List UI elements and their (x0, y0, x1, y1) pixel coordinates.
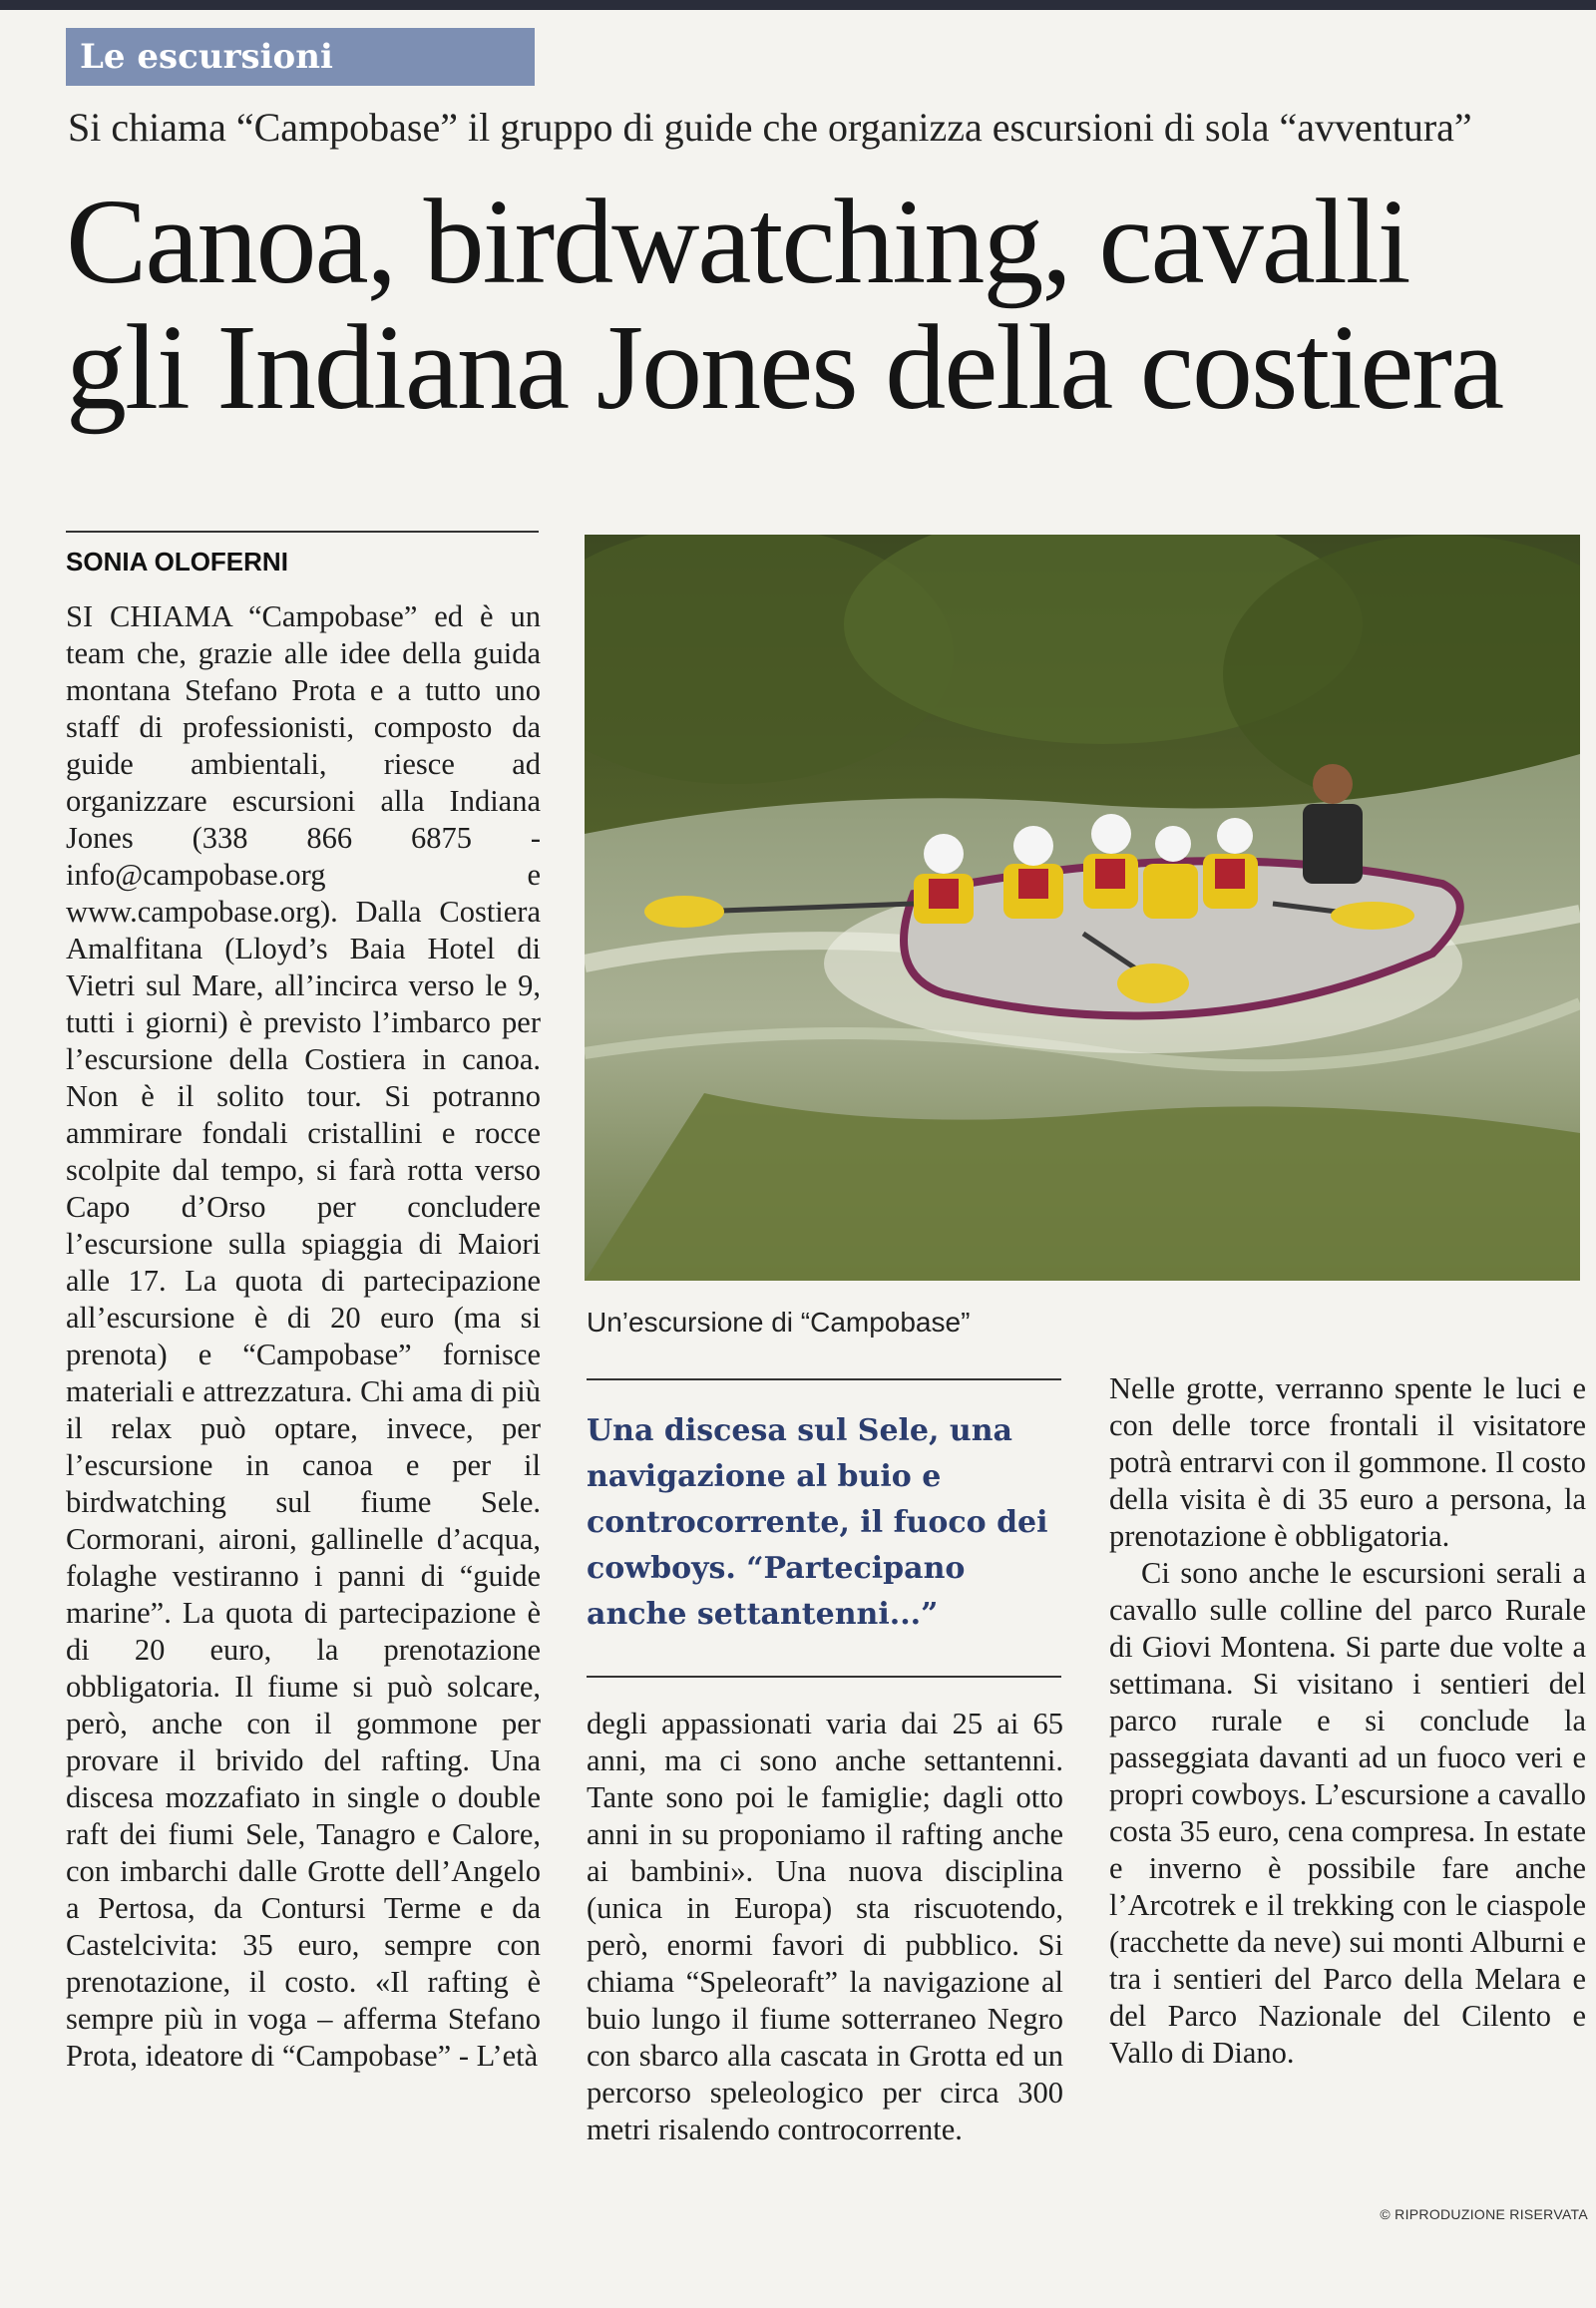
pull-quote: Una discesa sul Sele, una navigazione al buio e controcorrente, il fuoco dei cowboys. “Partecipano anche settantenni...” (587, 1413, 1048, 1632)
headline-line-2: gli Indiana Jones della costiera (66, 300, 1503, 435)
paragraph: SI CHIAMA “Campobase” ed è un team che, grazie alle idee della guida montana Stefano Prota e a tutto uno staff di professionisti, composto da guide ambientali, riesce ad organizzare escursioni alla Indiana Jones (338 866 6875 - info@campobase.org e www.campobase.org). Dalla Costiera Amalfitana (Lloyd’s Baia Hotel di Vietri sul Mare, all’incirca verso le 9, tutti i giorni) è previsto l’imbarco per l’escursione della Costiera in canoa. Non è il solito tour. Si potranno ammirare fondali cristallini e rocce scolpite dal tempo, si farà rotta verso Capo d’Orso per concludere l’escursione sulla spiaggia di Maiori alle 17. La quota di partecipazione all’escursione è di 20 euro (ma si prenota) e “Campobase” fornisce materiali e attrezzatura. Chi ama di più il relax può optare, invece, per l’escursione in canoa e per il birdwatching sul fiume Sele. Cormorani, aironi, gallinelle d’acqua, folaghe vestiranno i panni di “guide marine”. La quota di partecipazione è di 20 euro, la prenotazione obbligatoria. Il fiume si può solcare, però, anche con il gommone per provare il brivido del rafting. Una discesa mozzafiato in single o double raft dei fiumi Sele, Tanagro e Calore, con imbarchi dalle Grotte dell’Angelo a Pertosa, da Contursi Terme e da Castelcivita: 35 euro, sempre con prenotazione, il costo. «Il rafting è sempre più in voga – afferma Stefano Prota, ideatore di “Campobase” - L’età (66, 599, 541, 2073)
paragraph: degli appassionati varia dai 25 ai 65 anni, ma ci sono anche settantenni. Tante sono poi le famiglie; dagli otto anni in su proponiamo il rafting anche ai bambini». Una nuova disciplina (unica in Europa) sta riscuotendo, però, enormi favori di pubblico. Si chiama “Speleoraft” la navigazione al buio lungo il fiume sotterraneo Negro con sbarco alla cascata in Grotta ed un percorso speleologico per circa 300 metri risalendo controcorrente. (587, 1707, 1063, 2146)
section-tag: Le escursioni (66, 28, 535, 86)
rafting-photo-illustration (585, 535, 1580, 1281)
byline: SONIA OLOFERNI (66, 547, 288, 577)
photo-caption: Un’escursione di “Campobase” (587, 1307, 971, 1338)
kicker: Si chiama “Campobase” il gruppo di guide che organizza escursioni di sola “avventura” (68, 105, 1472, 150)
headline-line-1: Canoa, birdwatching, cavalli (66, 175, 1409, 309)
paragraph: Ci sono anche le escursioni serali a cavallo sulle colline del parco Rurale di Giovi Montena. Si parte due volte a settimana. Si visitano i sentieri del parco rurale e si conclude la passeggiata davanti ad un fuoco veri e propri cowboys. L’escursione a cavallo costa 35 euro, cena compresa. In estate e inverno è possibile fare anche l’Arcotrek e il trekking con le ciaspole (racchette da neve) sui monti Alburni e tra i sentieri del Parco della Melara e del Parco Nazionale del Cilento e Vallo di Diano. (1109, 1556, 1586, 2070)
pull-quote-bottom-rule (587, 1676, 1061, 1678)
article-column-1 (66, 598, 541, 2075)
article-column-3 (1109, 1370, 1586, 2072)
byline-rule (66, 531, 539, 533)
headline (66, 175, 1562, 435)
copyright-notice: © RIPRODUZIONE RISERVATA (1380, 2206, 1588, 2222)
article-column-2 (587, 1706, 1063, 2148)
top-border (0, 0, 1596, 10)
paragraph: Nelle grotte, verranno spente le luci e con delle torce frontali il visitatore potrà entrarvi con il gommone. Il costo della visita è di 35 euro a persona, la prenotazione è obbligatoria. (1109, 1371, 1586, 1553)
pull-quote-top-rule (587, 1378, 1061, 1380)
rafting-photo (585, 535, 1580, 1281)
